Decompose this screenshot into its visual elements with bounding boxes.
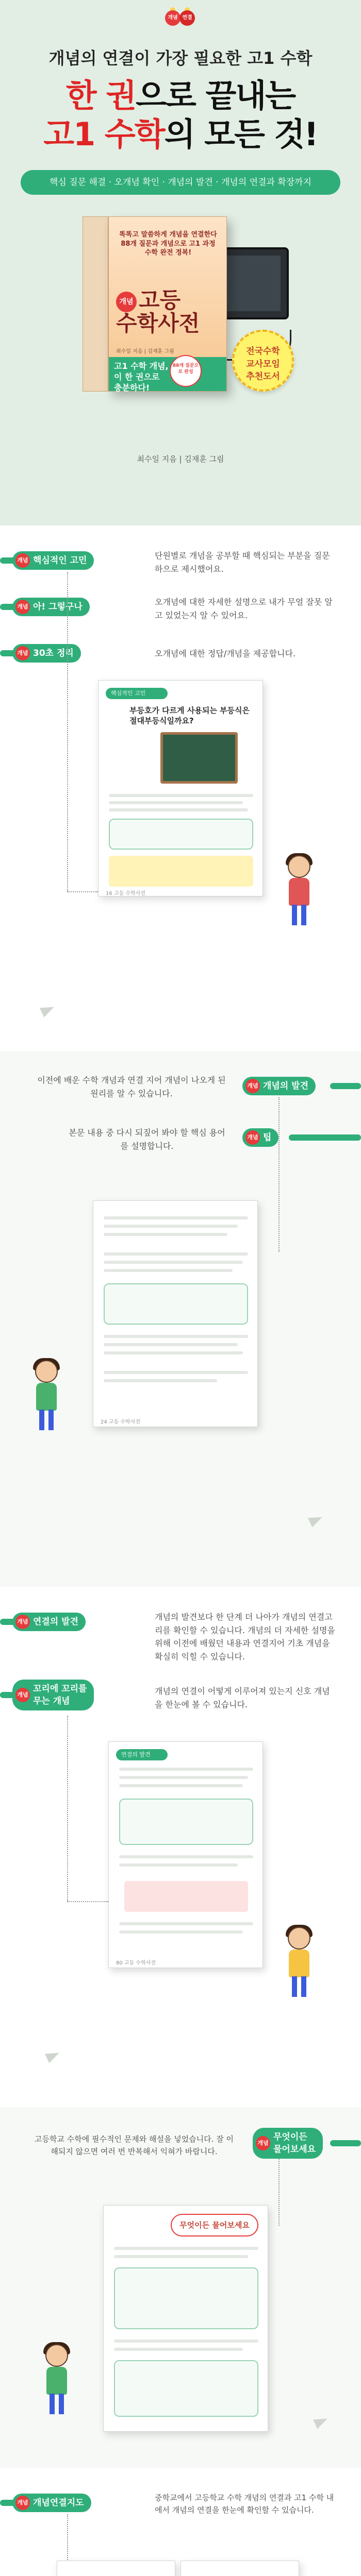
connector-line xyxy=(278,2159,280,2226)
desc-tip: 본문 내용 중 다시 되짚어 봐야 할 핵심 용어를 설명합니다. xyxy=(69,1128,225,1151)
connector-line xyxy=(67,572,68,891)
kid-leg xyxy=(48,1410,54,1430)
tag-label-l1: 무엇이든 xyxy=(273,2132,307,2142)
page-mock-c xyxy=(108,1741,263,1968)
text-line xyxy=(104,1379,217,1382)
kid-leg xyxy=(301,905,306,925)
mock-head: 연결의 발견 xyxy=(116,1749,168,1760)
tag-stripe xyxy=(289,1134,361,1141)
hero-title-line2 xyxy=(0,116,361,152)
tag-num-icon: 개념 xyxy=(245,1079,260,1093)
tag-num-icon: 개념 xyxy=(256,2136,270,2150)
tag-aha xyxy=(12,598,90,616)
seal-l3: 추천도서 xyxy=(246,371,280,382)
connector-line xyxy=(67,1716,68,1901)
hero-subtitle: 개념의 연결이 가장 필요한 고1 수학 xyxy=(48,48,313,68)
text-line xyxy=(109,808,248,811)
book-badge: 개념 xyxy=(116,292,137,312)
page-mock-a xyxy=(98,680,263,896)
text-line xyxy=(104,1343,238,1346)
book-sticker: 88개 질문으로 완성 xyxy=(170,355,202,387)
kid-leg xyxy=(39,1410,44,1430)
kid-illustration xyxy=(278,1927,320,1999)
tag-label-l2: 무는 개념 xyxy=(33,1696,70,1706)
tag-row xyxy=(237,1077,361,1095)
text-line xyxy=(104,1261,243,1264)
kid-illustration xyxy=(278,855,320,927)
hero-title-black: 의 모든 것! xyxy=(164,115,318,153)
page-mock-d xyxy=(103,2205,268,2432)
tag-row xyxy=(0,1613,134,1631)
page-mock-b xyxy=(93,1200,258,1427)
ask-bubble: 무엇이든 물어보세요 xyxy=(171,2214,258,2236)
mock-highlight-box xyxy=(104,1283,248,1325)
kid-leg xyxy=(292,905,297,925)
tag-concept-map xyxy=(12,2494,91,2512)
tag-row xyxy=(0,551,134,570)
mock-question xyxy=(129,705,253,726)
kid-body xyxy=(289,878,309,906)
desc-concept-discovery: 이전에 배운 수학 개념과 연결 지어 개념이 나오게 된 원리를 알 수 있습니다. xyxy=(37,1075,226,1098)
tag-label: 개념연결지도 xyxy=(33,2498,84,2508)
text-line xyxy=(119,1784,243,1787)
text-line xyxy=(104,1252,248,1256)
book-cover xyxy=(108,216,227,392)
kid-leg xyxy=(301,1976,306,1997)
mock-footer: 16 고등 수학사전 xyxy=(106,891,146,896)
tag-num-icon: 개념 xyxy=(15,2496,30,2510)
tag-num-icon: 개념 xyxy=(15,553,30,568)
book-green-l2: 이 한 권으로 xyxy=(114,371,160,382)
text-line xyxy=(104,1351,243,1354)
desc-30sec: 오개념에 대한 정답/개념을 제공합니다. xyxy=(155,649,296,658)
tag-num-icon: 개념 xyxy=(15,646,30,660)
tag-label-l1: 꼬리에 꼬리를 xyxy=(33,1684,87,1694)
kid-head xyxy=(288,1927,310,1950)
text-line xyxy=(109,794,253,797)
text-line xyxy=(114,2340,258,2343)
tag-concept-discovery xyxy=(242,1077,316,1095)
map-page-right xyxy=(180,2561,299,2576)
connector-line xyxy=(67,1901,108,1902)
hero-credit: 최수일 지음 | 김재훈 그림 xyxy=(137,454,224,464)
book-green-l3: 충분하다! xyxy=(114,382,150,393)
book-author: 최수일 지음 | 김재훈 그림 xyxy=(116,349,174,354)
hero-title-red: 한 권 xyxy=(65,77,136,114)
mock-qa-box xyxy=(114,2267,258,2329)
section-concept-discovery xyxy=(0,1051,361,1587)
hero-title-red: 고1 수학 xyxy=(43,115,165,153)
book-title-l2: 수학사전 xyxy=(116,310,200,336)
kid-head xyxy=(45,2344,68,2367)
section-link-discovery xyxy=(0,1587,361,2107)
series-logo xyxy=(165,7,196,34)
hero-title-black: 으로 끝내는 xyxy=(136,77,296,114)
paper-plane-icon xyxy=(308,1512,324,1527)
tag-label xyxy=(273,2131,316,2156)
kid-leg xyxy=(59,2394,64,2414)
desc-concept-map: 중학교에서 고등학교 수학 개념의 연결과 고1 수학 내에서 개념의 연결을 한눈에 확인할 수 있습니다. xyxy=(155,2493,334,2515)
kid-head xyxy=(288,855,310,878)
tag-30sec xyxy=(12,644,81,663)
desc-aha: 오개념에 대한 자세한 설명으로 내가 무얼 잘못 알고 있었는지 알 수 있어요. xyxy=(155,597,333,620)
desc-ask-anything: 고등학교 수학에 필수적인 문제와 해설을 넣었습니다. 잘 이해되지 않으면 여러 번 반복해서 익혀가 바랍니다. xyxy=(35,2134,234,2156)
book-green-band xyxy=(109,357,226,391)
section-ask-anything xyxy=(0,2107,361,2468)
tag-stripe xyxy=(330,1083,361,1089)
mock-summary-box xyxy=(109,856,253,887)
paper-plane-icon xyxy=(45,2048,61,2063)
kid-head xyxy=(35,1360,58,1383)
mock-qa-box xyxy=(114,2360,258,2417)
tag-label xyxy=(33,1683,87,1707)
book-spine xyxy=(83,216,108,392)
connector-line xyxy=(278,1097,280,1252)
section-core-question xyxy=(0,526,361,1051)
mock-footer: 24 고등 수학사전 xyxy=(101,1419,141,1425)
text-line xyxy=(104,1233,227,1236)
tag-stripe xyxy=(330,2140,361,2146)
book-green-text xyxy=(114,361,169,393)
book-title-l1: 고등 xyxy=(139,287,181,313)
tag-label: 연결의 발견 xyxy=(33,1617,79,1627)
desc-link-discovery: 개념의 발견보다 한 단계 더 나아가 개념의 연결고리를 확인할 수 있습니다. 개념의 더 자세한 설명을 위해 이전에 배웠던 내용과 연결지어 기초 개념을 확실히 익힐 수 있습니다. xyxy=(155,1612,335,1662)
tag-chain-concept xyxy=(12,1680,94,1710)
hero-banner xyxy=(0,0,361,526)
mock-footer: 80 고등 수학사전 xyxy=(116,1960,156,1966)
book-title xyxy=(116,289,200,335)
tag-label: 30초 정리 xyxy=(33,648,74,658)
hero-title-line1 xyxy=(0,77,361,114)
tag-ask-anything xyxy=(253,2128,323,2159)
logo-circle-left: 개념 xyxy=(165,10,180,26)
logo-circle-right: 연결 xyxy=(179,10,195,26)
section-concept-map xyxy=(0,2468,361,2576)
mock-highlight-box xyxy=(119,1799,253,1845)
recommend-seal xyxy=(232,330,294,392)
chalkboard-illustration xyxy=(160,732,238,784)
tag-core-question xyxy=(12,551,94,570)
seal-l2: 교사모임 xyxy=(246,359,280,369)
text-line xyxy=(104,1225,238,1228)
text-line xyxy=(119,1855,253,1858)
connector-line xyxy=(67,891,98,892)
text-line xyxy=(104,1269,233,1272)
mock-question-l1: 부등호가 다르게 사용되는 부등식은 xyxy=(129,706,250,715)
feature-pill: 핵심 질문 해결 · 오개념 확인 · 개념의 발견 · 개념의 연결과 확장까지 xyxy=(21,170,340,195)
book-green-l1: 고1 수학 개념, xyxy=(114,361,169,371)
kid-leg xyxy=(292,1976,297,1997)
tag-label: 아! 그렇구나 xyxy=(33,602,83,612)
tag-num-icon: 개념 xyxy=(15,600,30,614)
text-line xyxy=(114,2348,243,2351)
text-line xyxy=(119,1863,238,1867)
text-line xyxy=(119,1930,243,1934)
tag-label: 핵심적인 고민 xyxy=(33,555,87,566)
text-line xyxy=(114,2255,248,2258)
text-line xyxy=(104,1371,248,1374)
text-line xyxy=(119,1922,253,1925)
text-line xyxy=(104,1216,248,1219)
paper-plane-icon xyxy=(313,2414,330,2429)
desc-chain-concept: 개념의 연결이 어떻게 이루어져 있는지 신호 개념을 한눈에 볼 수 있습니다. xyxy=(155,1686,330,1709)
tag-tip xyxy=(242,1128,278,1147)
book-top-text: 똑똑고 말씀하게 개념을 연결한다 88개 질문과 개념으로 고1 과정 수학 완전 정복! xyxy=(119,231,217,257)
text-line xyxy=(119,1768,253,1771)
tag-num-icon: 개념 xyxy=(15,1688,30,1702)
kid-illustration xyxy=(26,1360,67,1432)
paper-plane-icon xyxy=(40,1002,56,1017)
tag-row xyxy=(237,1128,361,1147)
desc-core-question: 단원별로 개념을 공부할 때 핵심되는 부분을 질문하으로 제시했어요. xyxy=(155,551,330,574)
mock-question-l2: 절대부등식일까요? xyxy=(129,716,194,726)
text-line xyxy=(119,1776,248,1779)
tag-label: 개념의 발견 xyxy=(263,1081,309,1091)
text-line xyxy=(114,2247,258,2250)
text-line xyxy=(104,1335,248,1338)
seal-l1: 전국수학 xyxy=(246,346,280,357)
kid-body xyxy=(46,2367,67,2395)
kid-illustration xyxy=(36,2344,77,2416)
tag-num-icon: 개념 xyxy=(245,1130,260,1145)
tag-label: 팁 xyxy=(263,1132,272,1143)
text-line xyxy=(109,801,243,804)
kid-body xyxy=(36,1383,57,1411)
kid-body xyxy=(289,1950,309,1977)
tag-label-l2: 물어보세요 xyxy=(273,2144,316,2155)
tag-link-discovery xyxy=(12,1613,86,1631)
tag-row xyxy=(0,1680,134,1710)
tag-row xyxy=(0,2494,134,2512)
map-page-left xyxy=(57,2561,175,2576)
tag-row xyxy=(248,2128,361,2159)
mock-chain-diagram xyxy=(124,1881,248,1912)
mock-head: 핵심적인 고민 xyxy=(106,688,168,699)
kid-leg xyxy=(50,2394,55,2414)
mock-highlight-box xyxy=(109,819,253,850)
tag-num-icon: 개념 xyxy=(15,1615,30,1629)
